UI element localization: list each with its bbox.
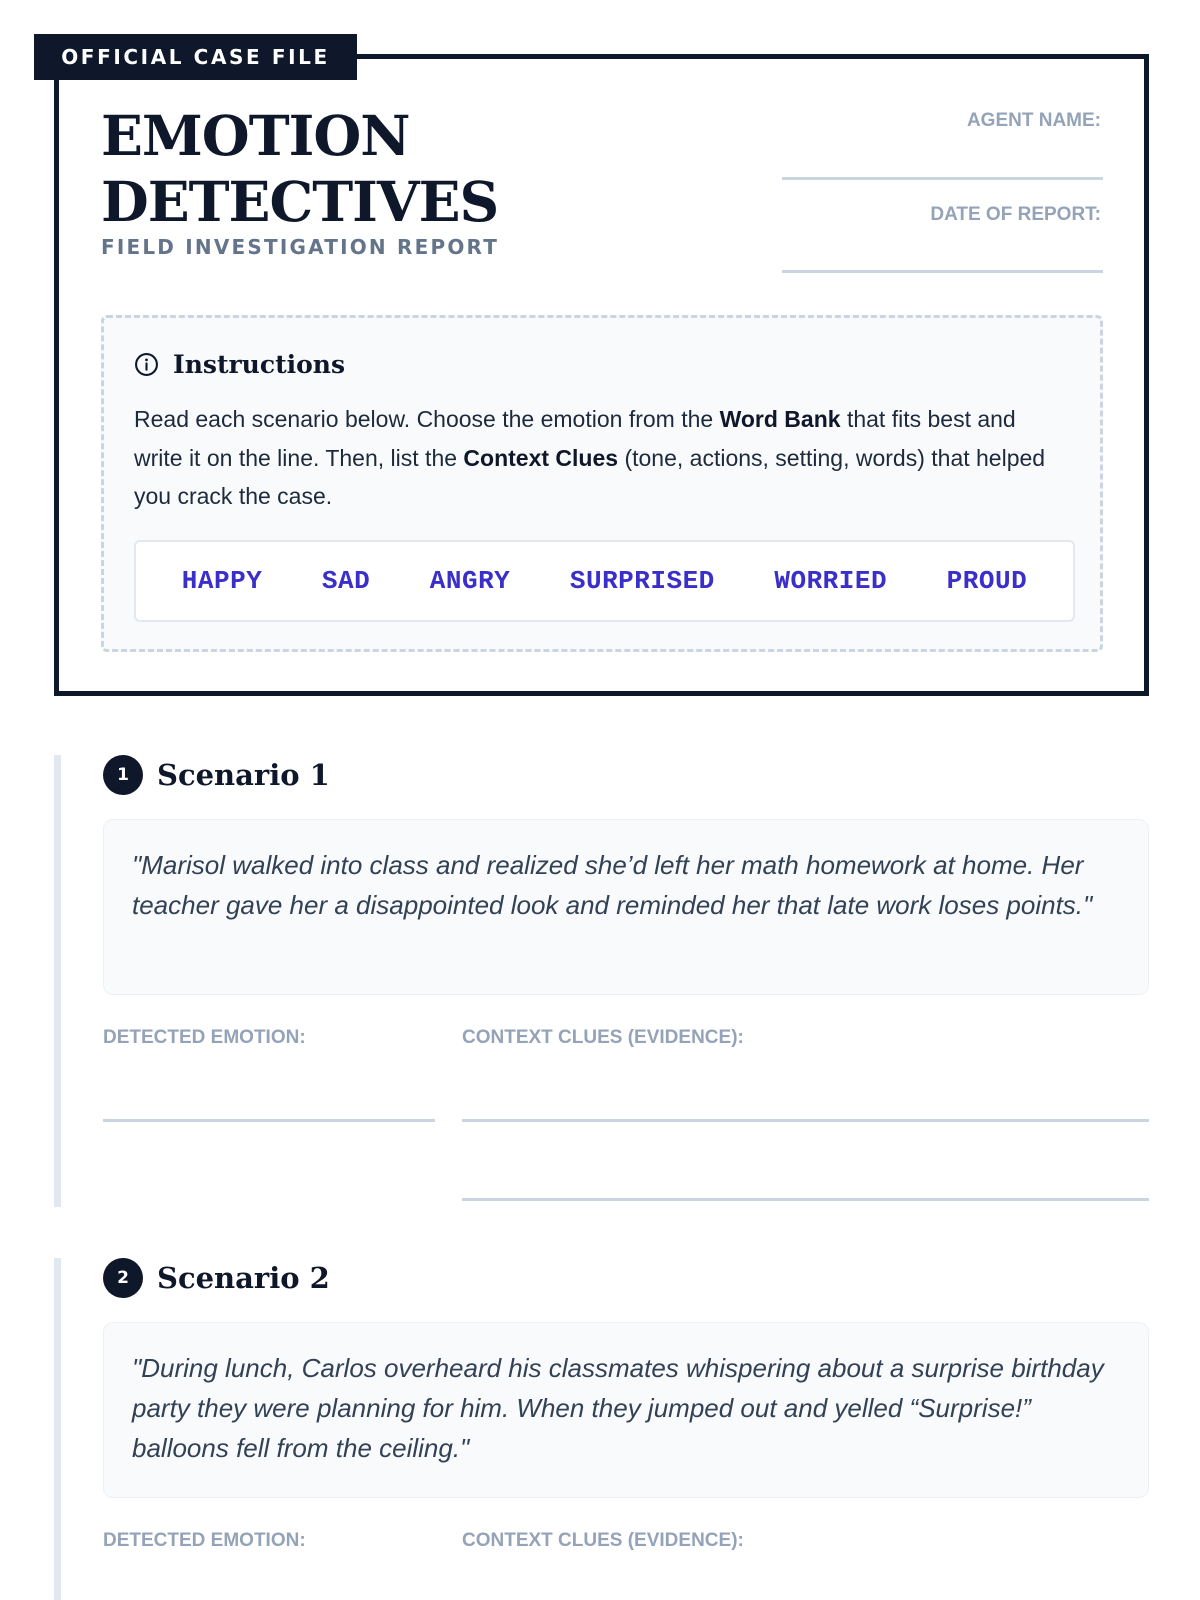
detected-emotion-label: DETECTED EMOTION: bbox=[103, 1027, 306, 1048]
word-bank bbox=[134, 540, 1075, 622]
context-clues-field-1[interactable] bbox=[462, 1119, 1149, 1122]
agent-name-field[interactable] bbox=[782, 177, 1103, 180]
info-circle-icon bbox=[134, 352, 159, 377]
page-subtitle: FIELD INVESTIGATION REPORT bbox=[101, 235, 500, 259]
scenario-title: Scenario 2 bbox=[157, 1261, 330, 1295]
agent-name-label: AGENT NAME: bbox=[966, 110, 1101, 131]
instructions-title: Instructions bbox=[173, 350, 346, 379]
instructions-text-part: that fits best and write it on the line. Then, list the bbox=[134, 406, 1016, 471]
context-clues-label: CONTEXT CLUES (EVIDENCE): bbox=[462, 1530, 744, 1551]
instructions-box bbox=[101, 315, 1103, 652]
scenario-quote-box bbox=[103, 819, 1149, 995]
date-of-report-label: DATE OF REPORT: bbox=[930, 204, 1101, 225]
word-bank-item: PROUD bbox=[946, 566, 1028, 596]
scenario-card bbox=[54, 755, 1149, 1207]
instructions-text-part: Read each scenario below. Choose the emotion from the bbox=[134, 406, 720, 432]
scenario-header bbox=[103, 1258, 330, 1298]
context-clues-emphasis: Context Clues bbox=[463, 444, 619, 471]
scenario-title: Scenario 1 bbox=[157, 758, 330, 792]
scenario-card bbox=[54, 1258, 1149, 1600]
instructions-header bbox=[134, 350, 345, 379]
page-title bbox=[101, 103, 498, 235]
date-of-report-field[interactable] bbox=[782, 270, 1103, 273]
word-bank-item: WORRIED bbox=[774, 566, 888, 596]
detected-emotion-label: DETECTED EMOTION: bbox=[103, 1530, 306, 1551]
instructions-text-part: (tone, actions, setting, words) that helped you crack the case. bbox=[134, 444, 1046, 509]
context-clues-field-2[interactable] bbox=[462, 1198, 1149, 1201]
title-line-1: EMOTION bbox=[101, 103, 410, 168]
word-bank-item: SURPRISED bbox=[569, 566, 715, 596]
title-line-2: DETECTIVES bbox=[101, 169, 499, 234]
word-bank-item: SAD bbox=[321, 566, 371, 596]
word-bank-item: HAPPY bbox=[181, 566, 263, 596]
scenario-quote: "During lunch, Carlos overheard his classmates whispering about a surprise birthday party they were planning for him. When they jumped out and yelled “Surprise!” balloons fell from the ceiling." bbox=[132, 1353, 1104, 1463]
scenario-number-badge: 1 bbox=[103, 755, 143, 795]
scenario-quote: "Marisol walked into class and realized she’d left her math homework at home. Her teacher gave her a disappointed look and reminded her that late work loses points." bbox=[132, 850, 1093, 920]
detected-emotion-field[interactable] bbox=[103, 1119, 435, 1122]
word-bank-emphasis: Word Bank bbox=[719, 406, 841, 432]
instructions-text bbox=[134, 400, 1054, 516]
word-bank-item: ANGRY bbox=[429, 566, 511, 596]
scenario-number-badge: 2 bbox=[103, 1258, 143, 1298]
case-file-tab: OFFICIAL CASE FILE bbox=[34, 34, 357, 80]
scenario-quote-box bbox=[103, 1322, 1149, 1498]
context-clues-label: CONTEXT CLUES (EVIDENCE): bbox=[462, 1027, 744, 1048]
scenario-header bbox=[103, 755, 330, 795]
